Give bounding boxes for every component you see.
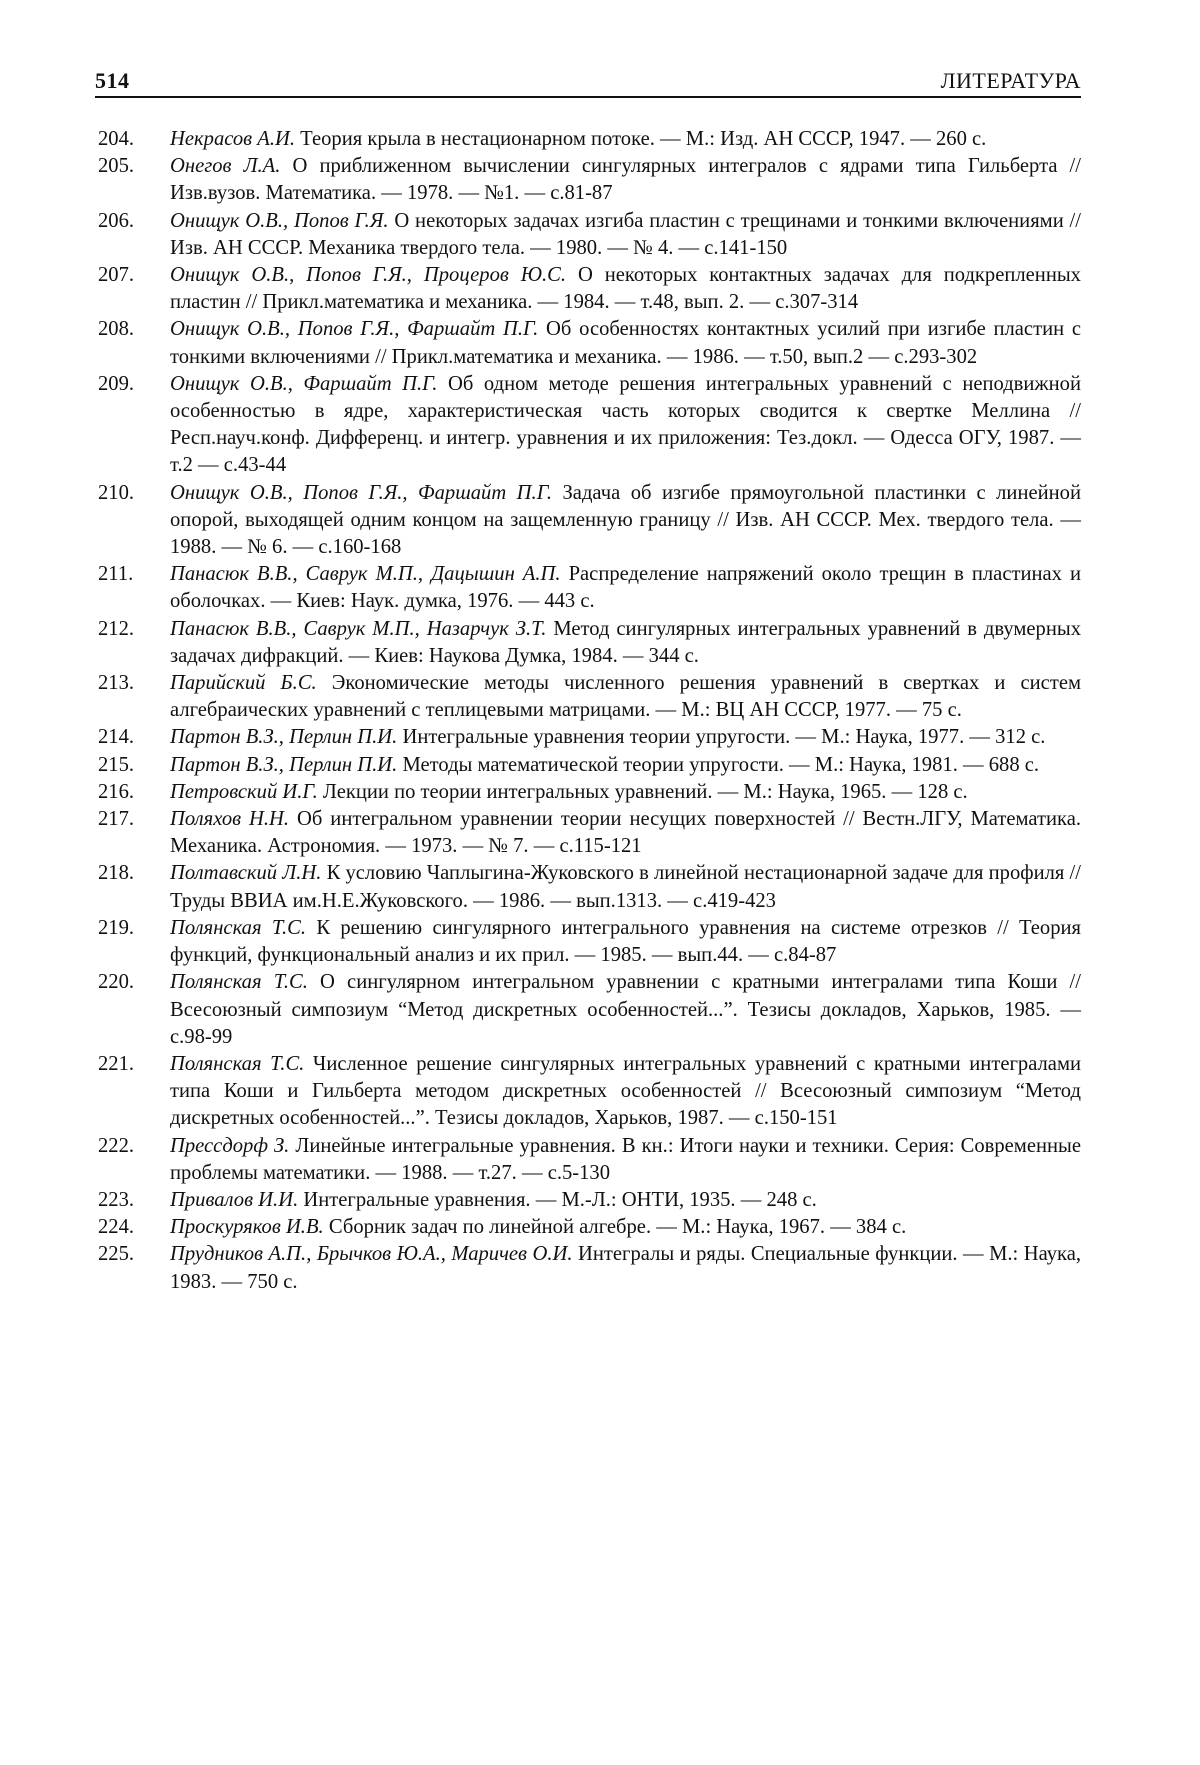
reference-authors: Онищук О.В., Попов Г.Я., Фаршайт П.Г.	[170, 318, 539, 341]
reference-text: К условию Чаплыгина-Жуковского в линейной нестационарной задаче для профиля // Труды ВВИА им.Н.Е.Жуковского. — 1986. — вып.1313. — с.419-423	[170, 862, 1081, 912]
reference-number: 206.	[98, 209, 135, 232]
reference-body	[170, 860, 1081, 914]
reference-text: О некоторых задачах изгиба пластин с трещинами и тонкими включениями // Изв. АН СССР. Механика твердого тела. — 1980. — № 4. — с.141-150	[170, 209, 1081, 259]
reference-text: Об одном методе решения интегральных уравнений с неподвижной особенностью в ядре, характеристическая часть которых сводится к свертке Меллина // Респ.науч.конф. Дифференц. и интегр. уравнения и их приложения: Тез.докл. — Одесса ОГУ, 1987. — т.2 — с.43-44	[170, 372, 1081, 477]
reference-item	[98, 208, 1081, 262]
reference-item	[98, 1241, 1081, 1295]
reference-authors: Онищук О.В., Фаршайт П.Г.	[170, 372, 438, 395]
reference-item	[98, 779, 1081, 806]
reference-item	[98, 561, 1081, 615]
reference-number: 210.	[98, 481, 135, 504]
reference-text: О сингулярном интегральном уравнении с кратными интегралами типа Коши // Всесоюзный симпозиум “Метод дискретных особенностей...”. Тезисы докладов, Харьков, 1985. — с.98-99	[170, 971, 1081, 1048]
reference-number: 222.	[98, 1134, 135, 1157]
reference-body	[170, 969, 1081, 1051]
reference-body	[170, 316, 1081, 370]
reference-text: Теория крыла в нестационарном потоке. — М.: Изд. АН СССР, 1947. — 260 с.	[295, 128, 987, 150]
reference-number: 207.	[98, 264, 135, 287]
reference-item	[98, 752, 1081, 779]
reference-item	[98, 316, 1081, 370]
reference-text: Численное решение сингулярных интегральных уравнений с кратными интегралами типа Коши и Гильберта методом дискретных особенностей // Всесоюзный симпозиум “Метод дискретных особенностей...”. Тезисы докладов, Харьков, 1987. — с.150-151	[170, 1052, 1081, 1130]
reference-number: 224.	[98, 1216, 135, 1239]
reference-authors: Проскуряков И.В.	[170, 1216, 324, 1239]
reference-number: 216.	[98, 780, 135, 803]
reference-body	[170, 806, 1081, 860]
reference-text: Методы математической теории упругости. — М.: Наука, 1981. — 688 с.	[397, 753, 1040, 776]
reference-text: К решению сингулярного интегрального уравнения на системе отрезков // Теория функций, функциональный анализ и их прил. — 1985. — вып.44. — с.84-87	[170, 916, 1081, 967]
reference-item	[98, 1214, 1081, 1241]
reference-item	[98, 969, 1081, 1051]
reference-body	[170, 779, 1081, 806]
section-title: ЛИТЕРАТУРА	[940, 68, 1081, 93]
reference-item	[98, 860, 1081, 914]
reference-number: 213.	[98, 672, 135, 695]
reference-authors: Онищук О.В., Попов Г.Я., Процеров Ю.С.	[170, 264, 567, 287]
reference-body	[170, 371, 1081, 480]
reference-body	[170, 561, 1081, 615]
reference-text: О некоторых контактных задачах для подкрепленных пластин // Прикл.математика и механика. — 1984. — т.48, вып. 2. — с.307-314	[170, 264, 1081, 314]
reference-number: 208.	[98, 318, 135, 341]
reference-number: 219.	[98, 916, 135, 939]
reference-item	[98, 1133, 1081, 1187]
reference-text: Об интегральном уравнении теории несущих поверхностей // Вестн.ЛГУ, Математика. Механика. Астрономия. — 1973. — № 7. — с.115-121	[170, 808, 1081, 858]
reference-authors: Полянская Т.С.	[170, 1052, 305, 1075]
reference-item	[98, 126, 1081, 153]
reference-text: Распределение напряжений около трещин в пластинах и оболочках. — Киев: Наук. думка, 1976. — 443 с.	[170, 563, 1081, 613]
reference-item	[98, 371, 1081, 480]
reference-item	[98, 670, 1081, 724]
reference-item	[98, 153, 1081, 207]
reference-text: Сборник задач по линейной алгебре. — М.: Наука, 1967. — 384 с.	[323, 1216, 907, 1239]
reference-number: 225.	[98, 1243, 135, 1266]
reference-body	[170, 616, 1081, 670]
reference-authors: Петровский И.Г.	[170, 780, 318, 803]
reference-authors: Поляхов Н.Н.	[170, 808, 290, 831]
reference-body	[170, 1241, 1081, 1295]
running-header	[95, 68, 1081, 98]
reference-authors: Партон В.З., Перлин П.И.	[170, 753, 398, 776]
reference-authors: Привалов И.И.	[170, 1188, 299, 1211]
reference-body	[170, 915, 1081, 969]
reference-text: Метод сингулярных интегральных уравнений в двумерных задачах дифракций. — Киев: Наукова Думка, 1984. — 344 с.	[170, 617, 1081, 667]
reference-number: 204.	[98, 128, 135, 150]
reference-text: Об особенностях контактных усилий при изгибе пластин с тонкими включениями // Прикл.математика и механика. — 1986. — т.50, вып.2 — с.293-302	[170, 318, 1081, 368]
reference-item	[98, 915, 1081, 969]
reference-body	[170, 1214, 1081, 1241]
reference-body	[170, 1187, 1081, 1214]
reference-authors: Онищук О.В., Попов Г.Я., Фаршайт П.Г.	[170, 481, 553, 504]
reference-body	[170, 1133, 1081, 1187]
reference-authors: Прессдорф З.	[170, 1134, 290, 1157]
reference-authors: Онищук О.В., Попов Г.Я.	[170, 209, 389, 232]
reference-authors: Некрасов А.И.	[170, 128, 296, 150]
reference-text: Интегральные уравнения теории упругости. — М.: Наука, 1977. — 312 с.	[397, 726, 1046, 749]
reference-item	[98, 1187, 1081, 1214]
reference-body	[170, 153, 1081, 207]
reference-item	[98, 806, 1081, 860]
reference-body	[170, 208, 1081, 262]
reference-authors: Панасюк В.В., Саврук М.П., Дацышин А.П.	[170, 563, 561, 586]
reference-text: О приближенном вычислении сингулярных интегралов с ядрами типа Гильберта // Изв.вузов. Математика. — 1978. — №1. — с.81-87	[170, 155, 1081, 205]
reference-body	[170, 126, 1081, 153]
reference-text: Экономические методы численного решения уравнений в свертках и систем алгебраических уравнений с теплицевыми матрицами. — М.: ВЦ АН СССР, 1977. — 75 с.	[170, 672, 1081, 722]
reference-item	[98, 616, 1081, 670]
reference-number: 211.	[98, 563, 134, 586]
reference-number: 209.	[98, 372, 135, 395]
reference-body	[170, 724, 1081, 751]
reference-authors: Прудников А.П., Брычков Ю.А., Маричев О.И.	[170, 1243, 573, 1266]
reference-text: Лекции по теории интегральных уравнений. — М.: Наука, 1965. — 128 с.	[317, 780, 968, 803]
reference-number: 223.	[98, 1188, 135, 1211]
reference-authors: Полянская Т.С.	[170, 971, 308, 994]
reference-number: 212.	[98, 617, 135, 640]
reference-body	[170, 262, 1081, 316]
reference-number: 220.	[98, 971, 135, 994]
reference-text: Линейные интегральные уравнения. В кн.: Итоги науки и техники. Серия: Современные проблемы математики. — 1988. — т.27. — с.5-130	[170, 1134, 1081, 1184]
reference-authors: Партон В.З., Перлин П.И.	[170, 726, 398, 749]
page-number: 514	[95, 68, 130, 93]
reference-text: Интегралы и ряды. Специальные функции. — М.: Наука, 1983. — 750 с.	[170, 1243, 1081, 1293]
reference-item	[98, 262, 1081, 316]
reference-number: 218.	[98, 862, 135, 885]
reference-authors: Полтавский Л.Н.	[170, 862, 322, 885]
reference-authors: Парийский Б.С.	[170, 672, 317, 695]
reference-authors: Полянская Т.С.	[170, 916, 307, 939]
reference-body	[170, 1051, 1081, 1133]
reference-number: 214.	[98, 726, 135, 749]
reference-item	[98, 480, 1081, 562]
reference-body	[170, 480, 1081, 562]
reference-body	[170, 670, 1081, 724]
reference-text: Задача об изгибе прямоугольной пластинки с линейной опорой, выходящей одним концом на защемленную границу // Изв. АН СССР. Мех. твердого тела. — 1988. — № 6. — с.160-168	[170, 481, 1081, 559]
reference-number: 215.	[98, 753, 135, 776]
reference-item	[98, 1051, 1081, 1133]
reference-number: 205.	[98, 155, 135, 178]
reference-text: Интегральные уравнения. — М.-Л.: ОНТИ, 1935. — 248 с.	[298, 1188, 817, 1211]
reference-authors: Онегов Л.А.	[170, 155, 281, 178]
reference-list	[98, 126, 1081, 1296]
reference-number: 217.	[98, 808, 135, 831]
reference-body	[170, 752, 1081, 779]
reference-authors: Панасюк В.В., Саврук М.П., Назарчук З.Т.	[170, 617, 547, 640]
reference-item	[98, 724, 1081, 751]
reference-number: 221.	[98, 1052, 135, 1075]
